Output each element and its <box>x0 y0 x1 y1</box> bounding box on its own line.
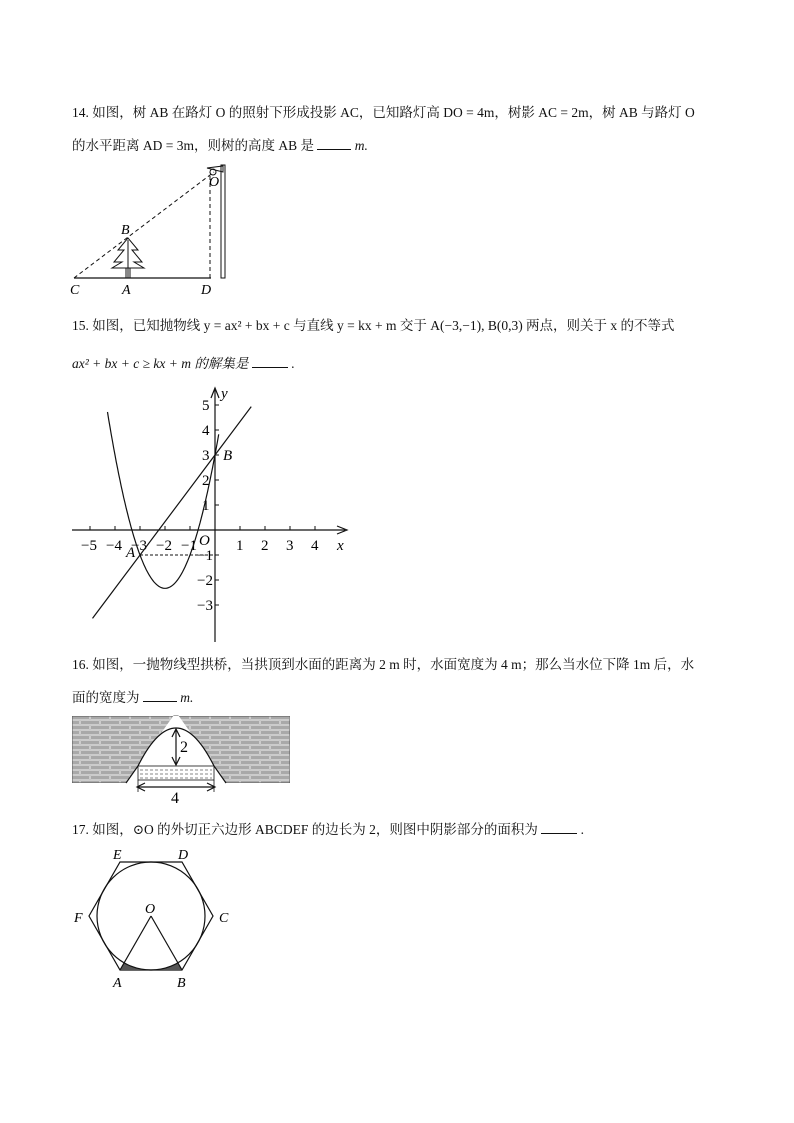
q17-shaded-right <box>151 963 182 970</box>
q15-x-tick-label: −1 <box>181 538 197 554</box>
q15-period: . <box>291 356 295 371</box>
q17-label-O: O <box>145 902 156 917</box>
q16-height-label: 2 <box>180 739 188 756</box>
q15-x-tick-label: 4 <box>311 538 319 554</box>
q14-label-O: O <box>209 175 220 190</box>
q14-label-D: D <box>201 283 212 298</box>
q15-line2-text: ax² + bx + c ≥ kx + m 的解集是 <box>72 356 249 371</box>
q15-y-tick-label: −1 <box>197 548 213 564</box>
q15-y-tick-label: 1 <box>202 498 210 514</box>
q15-x-tick-label: −3 <box>131 538 147 554</box>
q15-y-tick-label: 3 <box>202 448 210 464</box>
q17-label-D: D <box>178 848 189 863</box>
q15-label-origin: O <box>199 533 210 549</box>
q15-label-A: A <box>126 545 136 561</box>
q14-label-A: A <box>122 283 131 298</box>
q15-label-B: B <box>223 448 233 464</box>
q15-line1: 15. 如图，已知抛物线 y = ax² + bx + c 与直线 y = kx + m 交于 A(−3,−1), B(0,3) 两点，则关于 x 的不等式 <box>72 318 675 333</box>
q17-segment-OB <box>151 916 182 970</box>
q17-label-E: E <box>113 848 122 863</box>
q14-label-C: C <box>70 283 80 298</box>
q15-x-tick-label: −4 <box>106 538 122 554</box>
q15-y-tick-label: 5 <box>202 398 210 414</box>
q17-period: . <box>580 822 584 837</box>
q17-label-C: C <box>219 911 229 926</box>
q14-line1: 14. 如图，树 AB 在路灯 O 的照射下形成投影 AC，已知路灯高 DO = 4m，树影 AC = 2m，树 AB 与路灯 O <box>72 105 695 120</box>
q17-line1-text: 17. 如图，⊙O 的外切正六边形 ABCDEF 的边长为 2，则图中阴影部分的面积为 <box>72 822 538 837</box>
q15-x-tick-label: −5 <box>81 538 97 554</box>
q15-y-tick-label: −2 <box>197 573 213 589</box>
q16-line1: 16. 如图，一抛物线型拱桥，当拱顶到水面的距离为 2 m 时，水面宽度为 4 m；那么当水位下降 1m 后，水 <box>72 657 695 672</box>
q15-x-tick-label: 1 <box>236 538 244 554</box>
q16-width-label: 4 <box>171 790 179 807</box>
q15-label-x: x <box>337 538 344 554</box>
q15-x-tick-label: 2 <box>261 538 269 554</box>
q17-label-F: F <box>74 911 83 926</box>
q17-label-B: B <box>177 976 186 991</box>
q15-y-tick-label: −3 <box>197 598 213 614</box>
q14-label-B: B <box>121 223 130 238</box>
q15-x-tick-label: 3 <box>286 538 294 554</box>
q15-x-tick-label: −2 <box>156 538 172 554</box>
q14-line2-text: 的水平距离 AD = 3m，则树的高度 AB 是 <box>72 138 314 153</box>
q15-label-y: y <box>221 386 228 402</box>
q14-unit: m. <box>354 138 368 153</box>
q17-segment-OA <box>120 916 151 970</box>
q16-unit: m. <box>180 690 194 705</box>
q16-line2-text: 面的宽度为 <box>72 690 140 705</box>
q17-label-A: A <box>113 976 122 991</box>
q15-y-tick-label: 2 <box>202 473 210 489</box>
q15-y-tick-label: 4 <box>202 423 210 439</box>
q17-shaded-left <box>120 963 151 970</box>
